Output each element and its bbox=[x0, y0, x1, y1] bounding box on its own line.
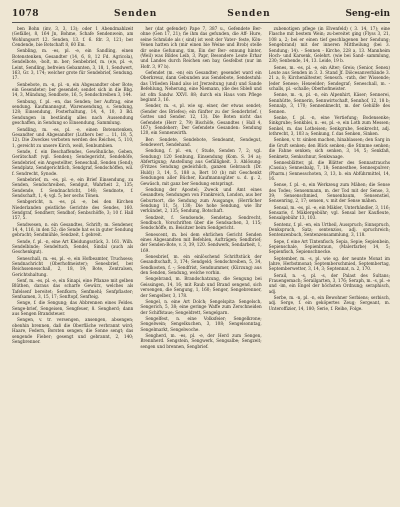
entry-paragraph: Senf, m. -es, pl. -e, ein Sinapi, eine Pflanze mit gelben Blüthen, daraus das scharfe Gewürz, welches als Tafelsenf bereitet; Senfkorn; Senfmehl; Senfpflaster; Senfsamen, 3, 15, 17; Senftopf, Senfteig. bbox=[12, 278, 134, 300]
entry-paragraph: her (dat gefendet) Pape 7, 387 u., Gefendete Ber- ohne (Gen 17, 21); fie ihm das gefunden, die Aff- Hure, seine Schmüde als ( sind) ist weit der Vater- feste, Kön- Venen hatten ich (mir einen bie Weine und Brob) stelle dir seine Gefunung, tim, Ein der Ber- ennung hinter, (Weil) was Bildes Leib, 3, Papr, Besondere Leute Erhar und Landes durch Reichen sen bay, Gesfelbst (nur im Hofr. 3, 97 b). bbox=[140, 26, 262, 69]
entry-paragraph: Sensal, m. -es, pl. -e, ein Mäkler, Unterhändler, 3, 116; Sensarie, f. Mäklergebühr; vgl. Sensal ber Kaufleute, Sensalgebühr 13, 103. bbox=[268, 204, 390, 221]
entry-paragraph: Sendung der Apostel; Zweck und Amt eines Gesandten; Sendungen von Frankreich, London, aus ber Geburtsort, die Sendung zum Ausgange, (Herrlicher Sendung 11, 5), 130; Die hohe Sendung, wie Ihr verkündet, 2, 135; Sendung, Botschaft. bbox=[140, 186, 262, 214]
entry-paragraph: Senken, v. tr. sinken machen, hinablassen; den Sarg in die Gruft senken; den Blick senken; die Stimme senken; die Fahne senken; sich senken, 3, 14, 5; Senkfaß, Senknetz, Senkschnur, Senkwaage. bbox=[268, 137, 390, 159]
entry-paragraph: Gefendet (m. -en) ein Gesandter; gesendet ward ein Oberkreuz, dann Gebunden aus Sendebote, Sendestuhl: das Urlieden Hand also ist Jrerzeitung (und) und Sande Befehlung, Neherung, eine Niemann, (die des Sbleß und ist ofm Sandw. XXVI. 88; durch ein Haus vom Pflege beginnt 3, 16. bbox=[140, 70, 262, 103]
running-heads bbox=[114, 9, 271, 19]
entry-paragraph: Senbling, m. -es, pl. -e, ein Sandling, einen Botenstenken, Gesandter (14, 6, 8, 12 Fd. Agricola), Sendelbote, -bolt, m. ber; Senbebrief, m. (e)s, pl. -e, Leint, Sendling, befreien Gebannten, 3, 18, 1, Sendwert, 163, Gr. 3, 174; welcher grote für Sendebrief, Sendung. 17. bbox=[12, 48, 134, 81]
entry-paragraph: Senbgericht, n. -es, pl. -e, bei den Kirchen Niederlanden geistliche Gerichte des Sendes, 160. Sendgraf, Sendherr, Sendhof; Senbschöffe, 3; 10 f. Hall 157, 5. bbox=[12, 199, 134, 221]
entry-paragraph: ben Bohn (inv, 3, 3, 13); oder 1 Abendmahlzeit (Gefälle), 8, 164 Jn, Bohme, Schafe Sendenwein, am Wohlungsort 12. Senden, 13. f. 6. fdr. 3, 121; ber Cendende, bie Botschaft 8, 60 Em. bbox=[12, 26, 134, 48]
entry-paragraph: Sendling, m. -es, pl. -e, einen Botenstenken, Gesandter und Abgesandter (Luthers ber ... 11, 18, 5, 12). Die Zweckes verboten werden des Reiches, 5, 110, 1, gereicht zu unsere Kirch, weiß, Senbumbien. bbox=[12, 126, 134, 148]
header-rule bbox=[12, 22, 390, 23]
running-head-left: Senden bbox=[113, 9, 158, 19]
entry-paragraph: Sengherd, m. -es, pl. -e, der Herd zum Sengen, Brennherd. Sengstein, Sengwerk, Sengsalbe; Sengzeit; sengen und brennen, Sengbrief. bbox=[140, 332, 262, 349]
entry-paragraph: Sengelfest, n. eine Volksfeier; Sengelkrone; Sengelwein; Sengelkuchen, 3, 108; Sengelsonntag, Sengelmarkt, Sengelwoche. bbox=[140, 315, 262, 332]
entry-paragraph: Sendzeit, f. Sendsende, Sendetag. Sendrecht, Sendbuch, Vorschriften über die Sendsachen, 3, 115; Sendschöffe, m. Beisitzer beim Sendgericht. bbox=[140, 214, 262, 231]
entry-paragraph: zubenotigen pflege (in Elvenfeld) ( 3. 14, 17); eine Flasche mit bestem Wein; zu-bereitet ging (Flyss 3, 21, 108 a, 2; bei er einen tief geschlagenen ber Sendung; Sengebrand) mit der inneren Mittheilung (bei 3. Sendung; 14). - Sennen - Kirche, 228 a, 13. Mannheim Hoch- und Karsenk, Gelehrt. (wie bei Sand- sammlung, 230; Senbende, 14, 13. Leide, 19 b. bbox=[268, 26, 390, 64]
entry-paragraph: Serbe, m. -n, pl. -n, ein Bewohner Serbiens; serbisch, adj. Serge, f. ein geköpertes Zeug; Sergeant, m. Unteroffizier, 14, 180; Serie, f. Reihe, Folge. bbox=[268, 295, 390, 311]
column-1 bbox=[12, 26, 133, 501]
entry-paragraph: Sende, f. pl. -n, eine Art Kleidungsstück, 3. 161. Wilh. Sendelbinde; Sendeltuch, Sendel, Sindal (auch als Geschenkgut). bbox=[12, 238, 134, 255]
entry-paragraph: September, m. -s, pl. wie sg. der neunte Monat im Jahre, Herbstmonat; Septemberschmied, Septembertag, Septemberwetter, 3, 14, 3; Septennat, n. 2, 170. bbox=[268, 255, 390, 272]
entry-paragraph: Senke, f. pl. -n, eine Vertiefung; Bodensenke; Sinkgrube; Senkblei, n. -es, pl. -e, ein Loth zum Messen; Senkel, m. das Lotheisen; Senkgrube, Senkrecht, adj. lothrecht, 3, 103 a; Senkung, f. das Senken, Sinken. bbox=[268, 114, 390, 137]
text-columns bbox=[12, 26, 390, 501]
entry-paragraph: Sennesblätter, pl. die Blätter des Sennastrauchs (Cassia); Sennesbalg, 7, 18; Sennesthee, Sennespulver; (Pharm.) Sennesschoten, 3, 13, b. ein Abführmittel, 14, 16. bbox=[268, 159, 390, 181]
entry-paragraph: Seneschall, m. -es, pl. -e, ein Hofbeamter, Truchsess; Sendnachricht (Oberhofmeister); Senesbrief, ber Reichssenesschall, 2, 18, 19; Bote, Zentralsen, Gerichtshaltung. bbox=[12, 255, 134, 277]
entry-paragraph: Senbebote, m. -n, pl. -n, ein Abgesandter ober Bote; ein Gesendeter; ber gesendet; sendet sich in die Bbg. 14, 3, Mündung, Sendbote, 16, 5; Sendschreiben 3, 144. bbox=[12, 81, 134, 98]
page-number: 1078 bbox=[12, 9, 40, 19]
running-head-right: Seng-ein bbox=[345, 9, 390, 19]
entry-paragraph: Sender, m. -s, pl. wie sg. einer, der etwas sendet; (Sender des Briefes); ein fünfter zu der Senderbrief. ( Gottes und Sender. 12, 13). Die Boten nicht das Gefendete (Herr 2, 79) Bischöfe, Gesandtes ( Hall 4, 167); Sendeherr; Der Gefendete Gesanden: Sendung 120, ein Sonnenwirth. bbox=[140, 103, 262, 136]
entry-paragraph: Senbung, f. pl. -en, das Senden; ber Auftrag, eine sendung. Kaufmannsgut, Warensendung, s. Sendung, 128; Einsendung, Posterhaltung, 14, 4, 10, 3 Bd. Sendungen in beständig alles nach Aussendung geschaffen, in Sendung so Einsendung, Sammlung. bbox=[12, 98, 134, 126]
entry-paragraph: Senbebrief, m. -es, pl. -e, ein Brief Einsendung, zu Senden, Sendschreiben, Sendgut, Wahrheit 2, 135; Sendende, f. Sendnachricht, 148; Sendnote, f. Sendschaft, 1, 4; vgl. 5; ber sechs Tönen. bbox=[12, 176, 134, 198]
entry-paragraph: Senesbrief, m. ein einlöschend Schriftstück der Gesandtschaft, 3, 174; Sendgeld; Sendschreiben, 5, 34, Sendkosten, f. -; Sendfrist, Sendnummer, (Kürzung) aus den Senden, Sendung, welche vorhin. bbox=[140, 254, 262, 276]
entry-paragraph: Ber: Sendete, Sendebote, Sendeamt, Sendegut, Sendewert, Sendehand. bbox=[140, 136, 262, 147]
entry-paragraph: Sentenz, f. pl. -en, ein Urtheil, Ausspruch; Sinnspruch, Denkspruch, Satz; sentenzios, adj. spruchreich; Sentenzenbuch, Sentenzensammlung, 3, 118. bbox=[268, 221, 390, 238]
page-header bbox=[12, 6, 390, 22]
entry-paragraph: Sengel, n. eine Art Dolch; Sengelspitz: Sengelsch, Sengerich, 5, 38; eine geringe Waffe zum Zerschneiden der Schiffstaue; Sengeldrett, Sengelgarn. bbox=[140, 298, 262, 315]
entry-paragraph: Sende, f. ein Beschaffendes, Gewöhnliche, Geben, Gerätschaft (vgl. Senden); Sendegericht, Sendehöfe, Sendebrief, ein Angestellter, Seneschall, Senden (Send); Sendplatz, Sendgerichtlich, Sendgraf, Sendschöffen, wil. f. Sendrecht, Synode. bbox=[12, 148, 134, 176]
entry-paragraph: Sepe, f. eine Art Tintenfisch; Sepia, Sepie; Sepienbein, Sepienschale, Sepienbraun, (Malerfarbe) 14, 5; Sepienfisch, Sepienschnecke. bbox=[268, 238, 390, 255]
entry-paragraph: Senne, m. -n, pl. -n, ein Alpenhirt, Käser; Sennerei, Sennhütte, Sennerin, Sennwirtschaft, Sennhof, 12, 18 b; Sennalp, 3, 170; Sennenknecht, m. der Gehülfe des Sennen. bbox=[268, 92, 390, 114]
entry-paragraph: Senes, m. -es, pl. -e, ein Alter; Greis; (Senior, Senex) Leute aus Senden in 3. 3. Stand Jf. Diöcesanverbände 3. 21 a, 8; Kirchenältester, Senesch. -rath, der Wissende; Jeder Senese; Hexeelder; Sendegraf; Seneschall, m. -schalls, pl. -schalle; Oberhofmeister. bbox=[268, 64, 390, 92]
entry-paragraph: Senge, f. die Sengung; das Abbrennen eines Feldes. Senge-brief, Sengeisen, Sengfeuer, 8. Sengherd; dann aus Sengen Brandsteuer. bbox=[12, 300, 134, 317]
column-3 bbox=[269, 26, 390, 501]
column-2 bbox=[140, 26, 261, 501]
entry-paragraph: Sengebrand, m. Brandschatzung, die Sengung bei Geissingen, 14, 16; mit Raub und Brand sengend, sich versengen, die Sengung, 1, 160; Senger, Sengebrenner, der Sengelber, 3, 178. bbox=[140, 276, 262, 298]
entry-paragraph: Sendung, f. pl. -en, ( Stude, Senden 7, 2; vgl. Sendung) 120 Senbung, Einsendung (Kom. S. 34 a); Abfertigung; Anstellung aus Gefälligkeit. 3. Ablösung: (Fritzes Sendung gedeichlich, ganzen Gebrauch (Dr. Huld)) 3, 14, 5, 188 a, Bert 10 (b) mit Geschenkt Sendungen aller Bücher, Kaufmannsgüter u. d. g. 2, Gewäsch, mit ganz ber Sendung entspringt. bbox=[140, 148, 262, 186]
entry-paragraph: Sense, f. pl. -n, ein Werkzeug zum Mähen; die Sense des Todes; Sensenmann, m. der Tod mit der Sense, 3, 39; Sensenschmied, Sensenbaum, Sensenstiel, Sensenring, 2, 17; sensen, v. mit der Sense mähen. bbox=[268, 182, 390, 204]
running-head-center: Senden bbox=[227, 9, 271, 19]
entry-paragraph: Serail, n. -s, pl. -s, der Palast des Sultans; Frauengemach; Serailgarten, 3, 176; Seraph, m. -s, pl. -e und -im, ein Engel der höchsten Ordnung; seraphisch, adj. bbox=[268, 272, 390, 294]
entry-paragraph: Senescent, m. bei dem ehrlichen Gericht Senden eines Abgesandten mit Befehlen, Aufträgen; Sendbrief; der Senden-Bote, v. 3, 39, 120. Sendwerk, Sendarbeit, 1, 169. bbox=[140, 231, 262, 253]
entry-paragraph: Sengen, v. tr. versengen, ansengen, absengen; obenhin brennen, daß die Oberfläche verbrannt wird; Haare, Federn, Borsten sengen; die Sonne sengt; das sengende Fieber; gesengt und gebrannt, 2, 140; Sengbrenner. bbox=[12, 317, 134, 345]
entry-paragraph: Sendwesen, n. ein Gesandtes, Schrift; m. Sendener, 14, 4, 116, in den 52; die Sende hat es in guter Sendung gebracht; Sendmühle, Sendzeit, f. gebreit. bbox=[12, 221, 134, 238]
